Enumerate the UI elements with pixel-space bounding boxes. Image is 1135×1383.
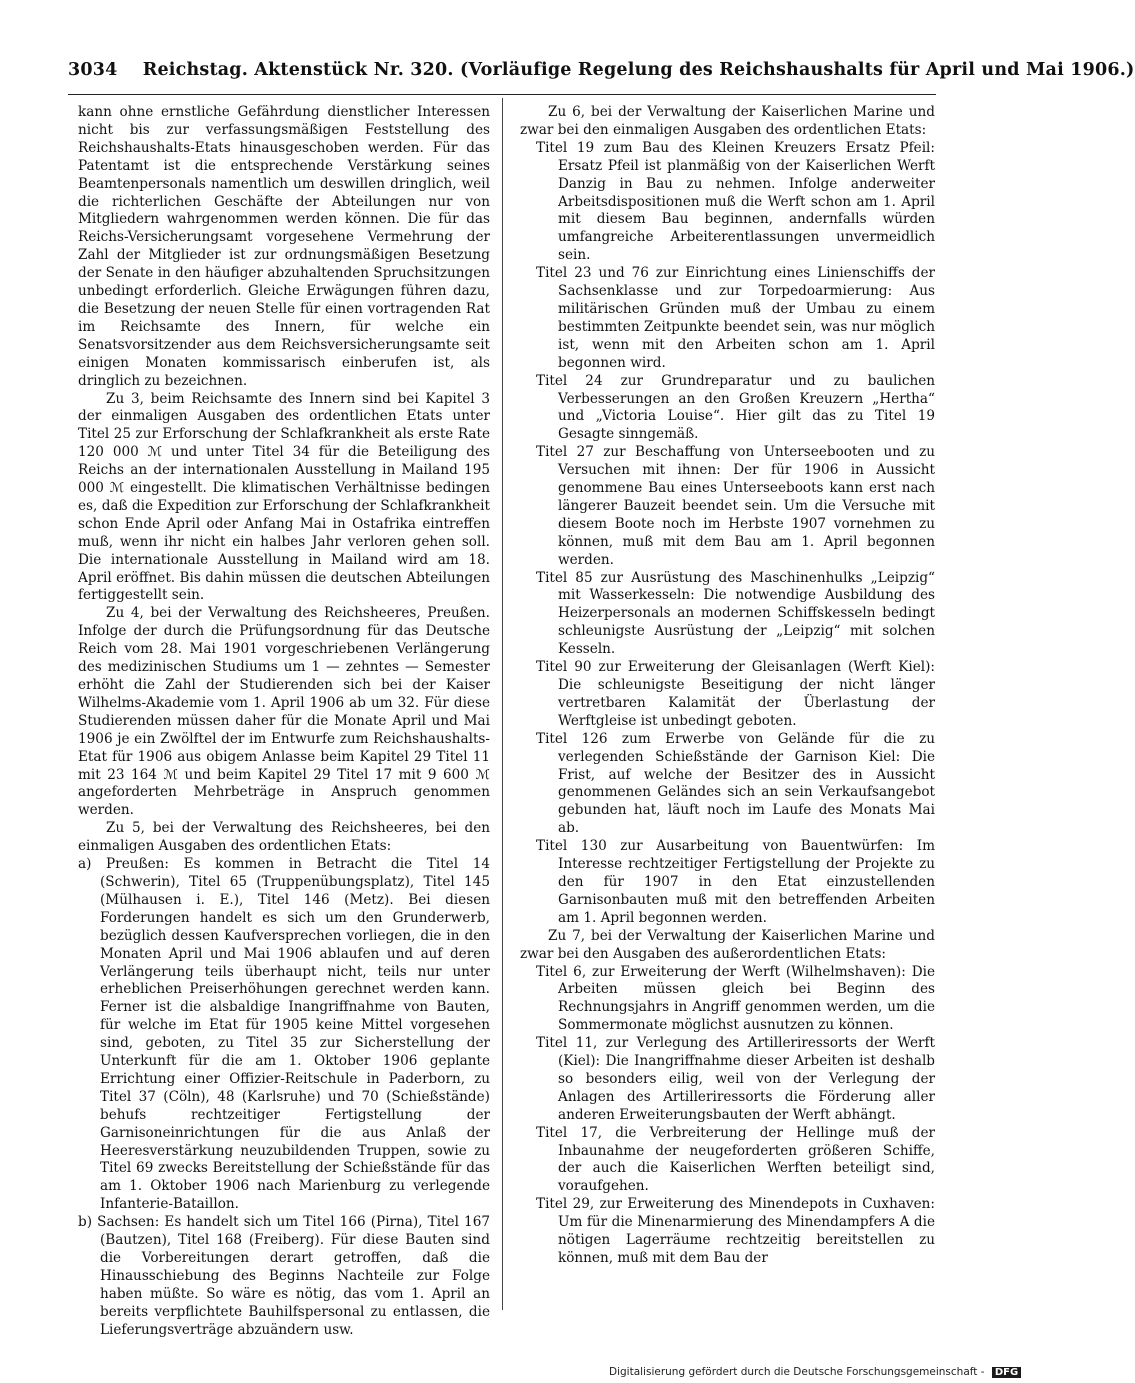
paragraph: Titel 19 zum Bau des Kleinen Kreuzers Ersatz Pfeil: Ersatz Pfeil ist planmäßig von der Kaiserlichen Werft Danzig in Bau zu nehmen. Infolge anderweiter Arbeitsdispositionen muß die Werft schon am 1. April mit diesem Bau beginnen, andernfalls würden umfangreiche Arbeiterentlassungen unvermeidlich sein.: [536, 139, 935, 264]
paragraph: Zu 5, bei der Verwaltung des Reichsheeres, bei den einmaligen Ausgaben des ordentlichen Etats:: [78, 820, 490, 855]
footer: [609, 1366, 1019, 1378]
dfg-logo: DFG: [992, 1367, 1021, 1378]
page-header: [68, 60, 1135, 80]
paragraph: Titel 90 zur Erweiterung der Gleisanlagen (Werft Kiel): Die schleunigste Beseitigung der nicht länger vertretbaren Kalamität der Überlastung der Werftgleise ist unbedingt geboten.: [536, 659, 935, 729]
page-title: Reichstag. Aktenstück Nr. 320. (Vorläufige Regelung des Reichshaushalts für April und Mai 1906.): [142, 60, 1135, 80]
paragraph: Titel 27 zur Beschaffung von Unterseebooten und zu Versuchen mit ihnen: Der für 1906 in Aussicht genommene Bau eines Unterseeboots kann erst nach längerer Bauzeit beendet sein. Um die Versuche mit diesem Boote noch im Herbste 1907 vornehmen zu können, muß mit dem Bau am 1. April begonnen werden.: [536, 444, 935, 568]
paragraph: Titel 23 und 76 zur Einrichtung eines Linienschiffs der Sachsenklasse und zur Torpedoarmierung: Aus militärischen Gründen muß der Umbau zu einem bestimmten Zeitpunkte beendet sein, was nur möglich ist, wenn mit den Arbeiten schon am 1. April begonnen wird.: [536, 265, 935, 371]
paragraph: Zu 6, bei der Verwaltung der Kaiserlichen Marine und zwar bei den einmaligen Ausgaben des ordentlichen Etats:: [520, 104, 935, 138]
paragraph: Titel 29, zur Erweiterung des Minendepots in Cuxhaven: Um für die Minenarmierung des Minendampfers A die nötigen Lagerräume rechtzeitig bereitstellen zu können, muß mit dem Bau der: [536, 1196, 935, 1266]
paragraph: kann ohne ernstliche Gefährdung dienstlicher Interessen nicht bis zur verfassungsmäßigen Feststellung des Reichshaushalts-Etats hinausgeschoben werden. Für das Patentamt ist die entsprechende Verstärkung seines Beamtenpersonals namentlich um deswillen dringlich, weil die richterlichen Geschäfte der Abteilungen nur von Mitgliedern wahrgenommen werden können. Die für das Reichs-Versicherungsamt vorgesehene Vermehrung der Zahl der Mitglieder ist zur ordnungsmäßigen Besetzung der Senate in den häufiger abzuhaltenden Spruchsitzungen unbedingt erforderlich. Gleiche Erwägungen führen dazu, die Besetzung der neuen Stelle für einen vortragenden Rat im Reichsamte des Innern, für welche ein Senatsvorsitzender aus dem Reichsversicherungsamte seit einigen Monaten kommissarisch einberufen ist, als dringlich zu bezeichnen.: [78, 104, 490, 389]
paragraph: Zu 4, bei der Verwaltung des Reichsheeres, Preußen. Infolge der durch die Prüfungsordnung für das Deutsche Reich vom 28. Mai 1901 vorgeschriebenen Verlängerung des medizinischen Studiums um 1 — zehntes — Semester erhöht die Zahl der Studierenden sich bei der Kaiser Wilhelms-Akademie vom 1. April 1906 ab um 32. Für diese Studierenden müssen daher für die Monate April und Mai 1906 je ein Zwölftel der im Entwurfe zum Reichshaushalts-Etat für 1906 aus obigem Anlasse beim Kapitel 29 Titel 11 mit 23 164 ℳ und beim Kapitel 29 Titel 17 mit 9 600 ℳ angeforderten Mehrbeträge in Anspruch genommen werden.: [78, 605, 490, 819]
paragraph: Zu 3, beim Reichsamte des Innern sind bei Kapitel 3 der einmaligen Ausgaben des ordentlichen Etats unter Titel 25 zur Erforschung der Schlafkrankheit als erste Rate 120 000 ℳ und unter Titel 34 für die Beteiligung des Reichs an der internationalen Ausstellung in Mailand 195 000 ℳ eingestellt. Die klimatischen Verhältnisse bedingen es, daß die Expedition zur Erforschung der Schlafkrankheit schon Ende April oder Anfang Mai in Ostafrika eintreffen muß, wenn ihr nicht ein halbes Jahr verloren gehen soll. Die internationale Ausstellung in Mailand wird am 18. April eröffnet. Bis dahin müssen die deutschen Abteilungen fertiggestellt sein.: [78, 390, 490, 604]
paragraph: Titel 17, die Verbreiterung der Hellinge muß der Inbaunahme der neugeforderten größeren Schiffe, der auch die Kaiserlichen Werften beteiligt sind, voraufgehen.: [536, 1124, 935, 1195]
header-rule: [68, 94, 936, 95]
right-column: [520, 104, 935, 1268]
paragraph: a) Preußen: Es kommen in Betracht die Titel 14 (Schwerin), Titel 65 (Truppenübungsplatz), Titel 145 (Mülhausen i. E.), Titel 146 (Metz). Bei diesen Forderungen handelt es sich um den Grunderwerb, bezüglich dessen Kaufversprechen vorliegen, die in den Monaten April und Mai 1906 ablaufen und auf deren Verlängerung teils überhaupt nicht, teils nur unter erheblichen Preiserhöhungen gerechnet werden kann. Ferner ist die alsbaldige Inangriffnahme von Bauten, für welche im Etat für 1905 keine Mittel vorgesehen sind, geboten, zu Titel 35 zur Sicherstellung der Unterkunft für die am 1. Oktober 1906 geplante Errichtung einer Offizier-Reitschule in Paderborn, zu Titel 37 (Cöln), 48 (Karlsruhe) und 70 (Schießstände) behufs rechtzeitiger Fertigstellung der Garnisoneinrichtungen für die aus Anlaß der Heeresverstärkung neuzubildenden Truppen, sowie zu Titel 69 zwecks Bereitstellung der Schießstände für das am 1. Oktober 1906 nach Marienburg zu verlegende Infanterie-Bataillon.: [78, 856, 490, 1213]
paragraph: Zu 7, bei der Verwaltung der Kaiserlichen Marine und zwar bei den Ausgaben des außerordentlichen Etats:: [520, 927, 935, 962]
paragraph: Titel 126 zum Erwerbe von Gelände für die zu verlegenden Schießstände der Garnison Kiel: Die Frist, auf welche der Besitzer des in Aussicht genommenen Geländes sich an sein Verkaufsangebot gebunden hat, läuft noch im Laufe des Monats Mai ab.: [536, 730, 935, 837]
paragraph: Titel 85 zur Ausrüstung des Maschinenhulks „Leipzig“ mit Wasserkesseln: Die notwendige Ausbildung des Heizerpersonals an modernen Schiffskesseln bedingt schleunigste Ausrüstung der „Leipzig“ mit solchen Kesseln.: [536, 569, 935, 658]
paragraph: b) Sachsen: Es handelt sich um Titel 166 (Pirna), Titel 167 (Bautzen), Titel 168 (Freiberg). Für diese Bauten sind die Vorbereitungen derart getroffen, daß die Hinausschiebung des Beginns Nachteile zur Folge haben müßte. So wäre es nötig, das vom 1. April an bereits verpflichtete Bauhilfspersonal zu entlassen, die Lieferungsverträge abzuändern usw.: [78, 1214, 490, 1338]
footer-text: Digitalisierung gefördert durch die Deutsche Forschungsgemeinschaft -: [609, 1366, 985, 1378]
column-divider: [502, 98, 503, 1310]
paragraph: Titel 11, zur Verlegung des Artilleriressorts der Werft (Kiel): Die Inangriffnahme dieser Arbeiten ist deshalb so besonders eilig, weil von der Verlegung der Anlagen des Artilleriressorts die Förderung aller anderen Erweiterungsbauten der Werft abhängt.: [536, 1035, 935, 1123]
paragraph: Titel 130 zur Ausarbeitung von Bauentwürfen: Im Interesse rechtzeitiger Fertigstellung der Projekte zu den für 1907 in den Etat einzustellenden Garnisonbauten muß mit den betreffenden Arbeiten am 1. April begonnen werden.: [536, 838, 935, 926]
paragraph: Titel 24 zur Grundreparatur und zu baulichen Verbesserungen an den Großen Kreuzern „Hertha“ und „Victoria Louise“. Hier gilt das zu Titel 19 Gesagte sinngemäß.: [536, 372, 935, 443]
left-column: [78, 104, 490, 1340]
paragraph: Titel 6, zur Erweiterung der Werft (Wilhelmshaven): Die Arbeiten müssen gleich bei Beginn des Rechnungsjahrs in Angriff genommen werden, um die Sommermonate möglichst ausnutzen zu können.: [536, 963, 935, 1034]
page-number: 3034: [68, 60, 118, 80]
